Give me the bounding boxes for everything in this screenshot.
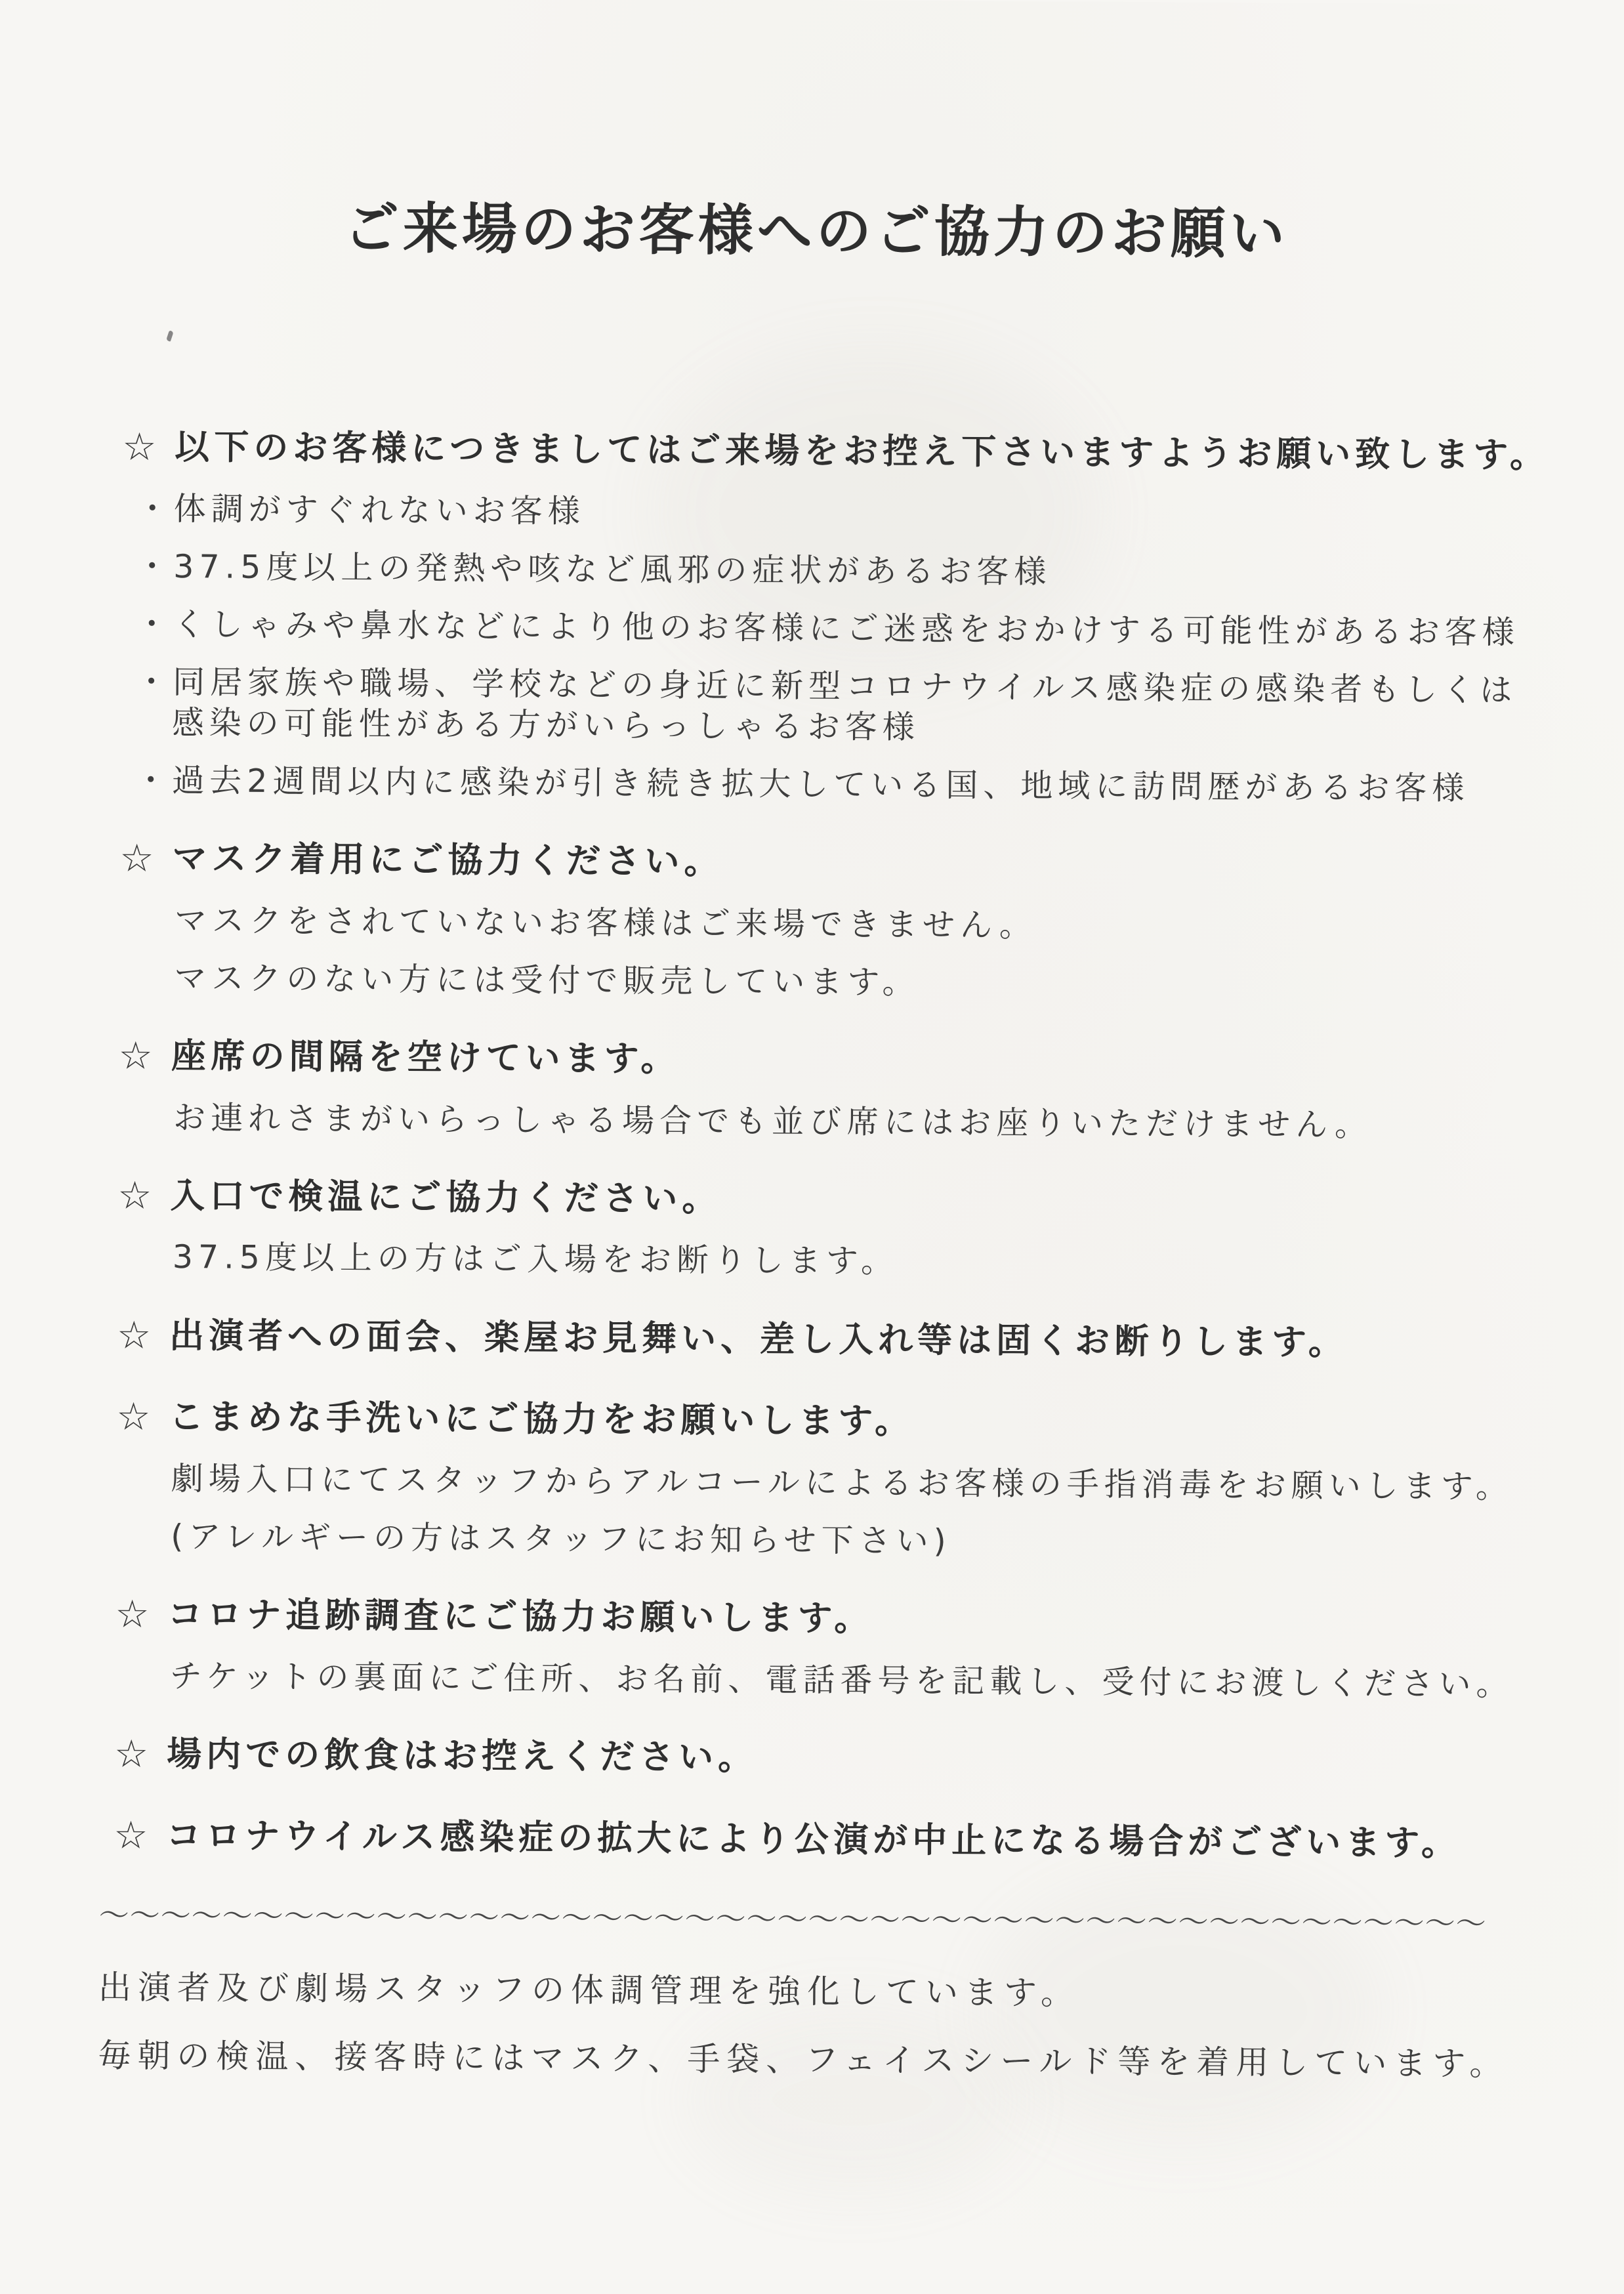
section-heading-text: マスク着用にご協力ください。 [172, 839, 724, 883]
footer-line: 毎朝の検温、接客時にはマスク、手袋、フェイスシールド等を着用しています。 [98, 2036, 1509, 2083]
section-line: マスクのない方には受付で販売しています。 [174, 959, 920, 1001]
star-icon: ☆ [117, 1173, 152, 1218]
star-icon: ☆ [116, 1312, 152, 1358]
section-line: 劇場入口にてスタッフからアルコールによるお客様の手指消毒をお願いします。 [171, 1459, 1514, 1506]
section-line: お連れさまがいらっしゃる場合でも並び席にはお座りいただけません。 [173, 1098, 1373, 1144]
section-heading-text: コロナウイルス感染症の拡大により公演が中止になる場合がございます。 [166, 1816, 1461, 1864]
section-heading [100, 1590, 1528, 1646]
star-icon: ☆ [116, 1394, 151, 1439]
section-heading [102, 1392, 1529, 1449]
bullet-text: 過去2週間以内に感染が引き続き拡大している国、地域に訪問歴があるお客様 [172, 761, 1470, 807]
section-heading-text: こまめな手洗いにご協力をお願いします。 [169, 1397, 915, 1442]
star-icon: ☆ [114, 1731, 149, 1776]
star-icon: ☆ [114, 1812, 148, 1858]
bullet-icon: ・ [136, 490, 169, 528]
bullet-text: くしゃみや鼻水などにより他のお客様にご迷惑をおかけする可能性があるお客様 [173, 606, 1520, 652]
bullet-item [107, 546, 1534, 595]
section-heading [102, 1311, 1530, 1367]
notice-body [0, 422, 1624, 1868]
bullet-text: 体調がすぐれないお客様 [173, 490, 585, 530]
section-heading-text: コロナ追跡調査にご協力お願いします。 [167, 1595, 874, 1639]
bullet-item [106, 662, 1534, 751]
section-heading [103, 1171, 1530, 1228]
bullet-icon: ・ [135, 663, 168, 701]
section-line: マスクをされていないお客様はご来場できません。 [174, 901, 1037, 944]
bullet-icon: ・ [135, 761, 167, 799]
page-title: ご来場のお客様へのご協力のお願い [343, 196, 1289, 266]
bullet-icon: ・ [136, 547, 169, 585]
section-heading [104, 1032, 1531, 1088]
star-icon: ☆ [115, 1591, 150, 1637]
section-line: チケットの裏面にご住所、お名前、電話番号を記載し、受付にお渡しください。 [169, 1657, 1514, 1703]
star-icon: ☆ [122, 424, 157, 469]
bullet-item [106, 760, 1533, 809]
section-heading-text: 出演者への面会、楽屋お見舞い、差し入れ等は固くお断りします。 [169, 1315, 1348, 1363]
star-icon: ☆ [118, 1033, 153, 1078]
bleedthrough-ghost [681, 2001, 1024, 2200]
bullet-text: 37.5度以上の発熱や咳など風邪の症状があるお客様 [173, 547, 1052, 591]
section-heading [105, 834, 1532, 890]
bullet-text: 同居家族や職場、学校などの身近に新型コロナウイルス感染症の感染者もしくは感染の可能性がある方がいらっしゃるお客様 [171, 663, 1518, 746]
bullet-item [107, 604, 1534, 653]
section-heading-text: 以下のお客様につきましてはご来場をお控え下さいますようお願い致します。 [175, 427, 1550, 476]
footer-line: 出演者及び劇場スタッフの体調管理を強化しています。 [98, 1968, 1081, 2012]
bullet-icon: ・ [135, 605, 168, 643]
section-line: (アレルギーの方はスタッフにお知らせ下さい) [171, 1517, 951, 1560]
section-heading-text: 入口で検温にご協力ください。 [170, 1175, 722, 1219]
section-heading [100, 1730, 1527, 1786]
section-heading [99, 1812, 1526, 1868]
section-heading-text: 座席の間隔を空けています。 [171, 1036, 680, 1079]
section-heading [108, 423, 1550, 479]
section-line: 37.5度以上の方はご入場をお断りします。 [172, 1238, 899, 1281]
wavy-divider: ～～～～～～～～～～～～～～～～～～～～～～～～～～～～～～～～～～～～～～～～～～～～～ [98, 1897, 1487, 1942]
bullet-item [108, 488, 1535, 537]
star-icon: ☆ [119, 835, 154, 881]
scan-speck [166, 330, 174, 341]
section-heading-text: 場内での飲食はお控えください。 [166, 1734, 758, 1778]
